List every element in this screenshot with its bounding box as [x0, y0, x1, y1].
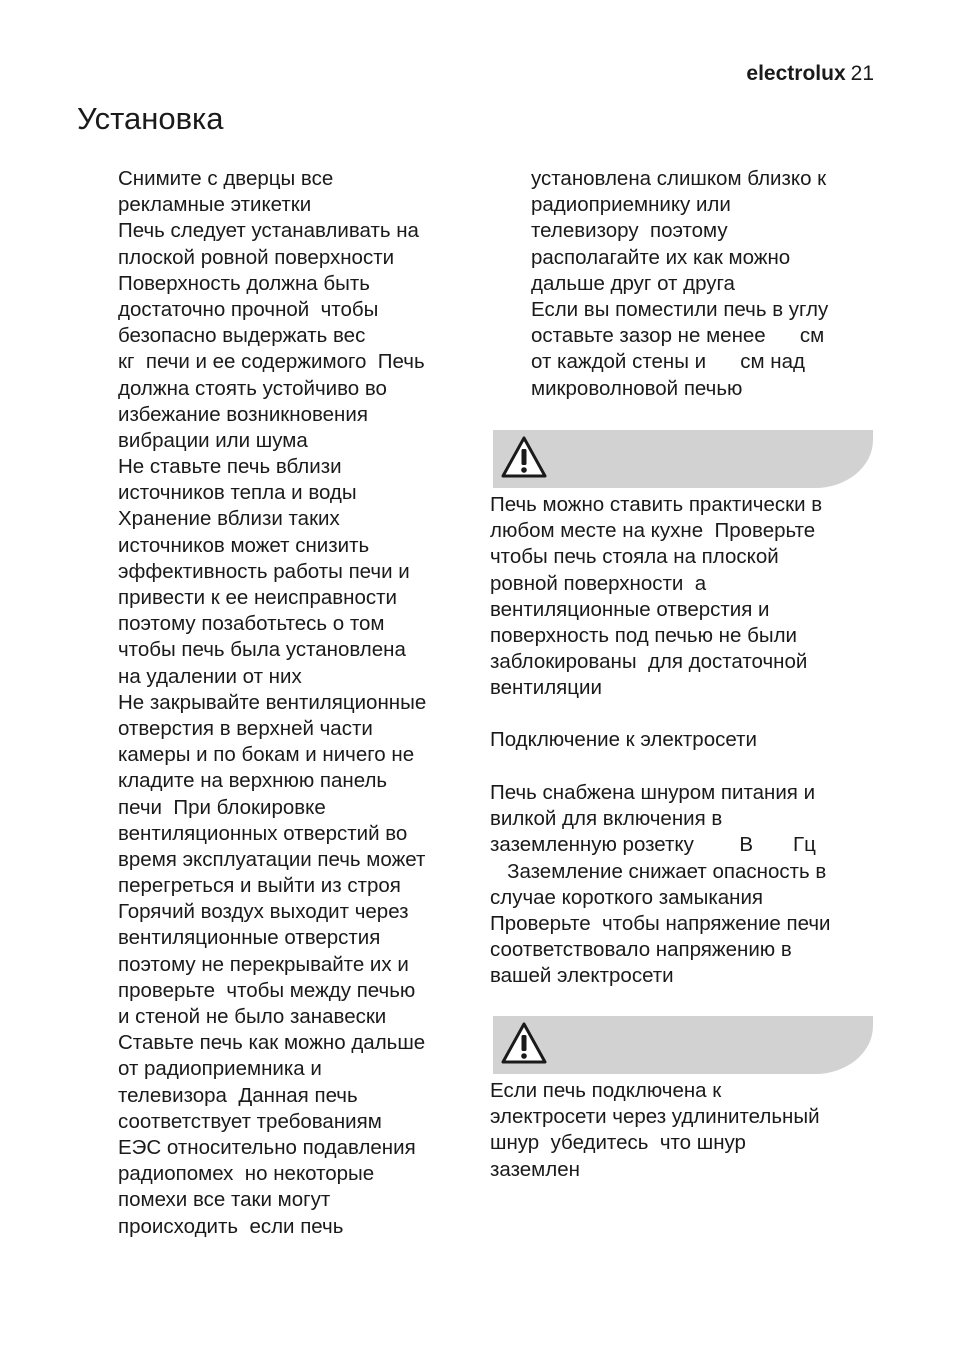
- text-line: избежание возникновения: [118, 402, 368, 426]
- text-line: помехи все таки могут: [118, 1188, 331, 1212]
- brand-logo: electrolux: [746, 62, 846, 85]
- text-line: вашей электросети: [490, 964, 674, 988]
- text-line: микроволновой печью: [531, 376, 743, 400]
- text-line: соответствовало напряжению в: [490, 938, 792, 962]
- text-line: вилкой для включения в: [490, 807, 723, 831]
- text-line: Печь снабжена шнуром питания и: [490, 781, 816, 804]
- text-line: время эксплуатации печь может: [118, 847, 426, 871]
- text-line: кг печи и ее содержимого Печь: [118, 350, 425, 374]
- text-line: отверстия в верхней части: [118, 716, 373, 740]
- text-line: камеры и по бокам и ничего не: [118, 743, 415, 767]
- text-line: ЕЭС относительно подавления: [118, 1135, 416, 1159]
- text-line: соответствует требованиям: [118, 1109, 382, 1133]
- text-line: Горячий воздух выходит через: [118, 900, 409, 924]
- section-heading: Подключение к электросети: [490, 728, 757, 751]
- text-line: шнур убедитесь что шнур: [490, 1131, 746, 1155]
- text-line: заземлен: [490, 1157, 580, 1181]
- text-line: печи При блокировке: [118, 795, 326, 819]
- section-heading-block: [490, 727, 910, 753]
- text-line: поэтому позаботьтесь о том: [118, 612, 385, 636]
- text-line: безопасно выдержать вес: [118, 324, 366, 348]
- warning-triangle-icon: [500, 1021, 548, 1065]
- text-line: любом месте на кухне Проверьте: [490, 519, 816, 543]
- page-title: Установка: [77, 101, 224, 136]
- text-line: телевизору поэтому: [531, 219, 728, 243]
- text-line: Поверхность должна быть: [118, 271, 370, 295]
- text-line: электросети через удлинительный: [490, 1105, 820, 1129]
- warning-banner-1: [493, 430, 873, 488]
- text-line: Заземление снижает опасность в: [490, 859, 827, 883]
- text-line: привести к ее неисправности: [118, 586, 397, 609]
- text-line: достаточно прочной чтобы: [118, 297, 379, 321]
- warning-1-text: [490, 492, 910, 702]
- text-line: поэтому не перекрывайте их и: [118, 952, 409, 976]
- right-column-top: [490, 166, 910, 402]
- warning-triangle-icon: [500, 435, 548, 479]
- text-line: источников может снизить: [118, 533, 370, 557]
- text-line: вентиляции: [490, 676, 602, 700]
- text-line: Если вы поместили печь в углу: [531, 297, 829, 321]
- text-line: проверьте чтобы между печью: [118, 978, 416, 1002]
- text-line: плоской ровной поверхности: [118, 245, 395, 269]
- text-line: заблокированы для достаточной: [490, 650, 808, 674]
- page-number: 21: [850, 62, 874, 85]
- text-line: вибрации или шума: [118, 428, 308, 452]
- text-line: оставьте зазор не менее см: [531, 324, 825, 348]
- text-line: Снимите с дверцы все: [118, 167, 334, 190]
- text-line: чтобы печь была установлена: [118, 638, 406, 662]
- text-line: телевизора Данная печь: [118, 1083, 358, 1107]
- text-line: радиопомех но некоторые: [118, 1162, 375, 1186]
- left-column: [118, 166, 478, 1240]
- text-line: и стеной не было занавески: [118, 1005, 387, 1028]
- text-line: на удалении от них: [118, 664, 302, 688]
- text-line: Печь можно ставить практически в: [490, 493, 823, 516]
- text-line: кладите на верхнюю панель: [118, 769, 388, 793]
- text-line: Ставьте печь как можно дальше: [118, 1031, 426, 1055]
- text-line: от радиоприемника и: [118, 1057, 322, 1081]
- text-line: установлена слишком близко к: [531, 167, 827, 190]
- text-line: Если печь подключена к: [490, 1079, 722, 1102]
- text-line: случае короткого замыкания: [490, 885, 764, 909]
- text-line: вентиляционных отверстий во: [118, 821, 408, 845]
- warning-banner-2: [493, 1016, 873, 1074]
- text-line: радиоприемнику или: [531, 193, 731, 217]
- text-line: Печь следует устанавливать на: [118, 219, 419, 243]
- text-line: Проверьте чтобы напряжение печи: [490, 911, 831, 935]
- text-line: заземленную розетку В Гц: [490, 833, 816, 857]
- text-line: источников тепла и воды: [118, 481, 357, 505]
- text-line: эффективность работы печи и: [118, 559, 410, 583]
- text-line: поверхность под печью не были: [490, 623, 797, 647]
- text-line: ровной поверхности а: [490, 571, 707, 595]
- text-line: перегреться и выйти из строя: [118, 874, 401, 898]
- text-line: располагайте их как можно: [531, 245, 791, 269]
- power-connection-text: [490, 780, 910, 990]
- text-line: дальше друг от друга: [531, 271, 735, 295]
- text-line: от каждой стены и см над: [531, 350, 805, 374]
- text-line: Не закрывайте вентиляционные: [118, 690, 427, 714]
- warning-2-text: [490, 1078, 910, 1183]
- text-line: происходить если печь: [118, 1214, 344, 1238]
- text-line: Не ставьте печь вблизи: [118, 455, 342, 479]
- text-line: вентиляционные отверстия: [118, 926, 381, 950]
- text-line: чтобы печь стояла на плоской: [490, 545, 779, 569]
- text-line: вентиляционные отверстия и: [490, 597, 770, 621]
- page-header: [746, 62, 874, 86]
- text-line: должна стоять устойчиво во: [118, 376, 387, 400]
- text-line: рекламные этикетки: [118, 193, 312, 217]
- text-line: Хранение вблизи таких: [118, 507, 340, 531]
